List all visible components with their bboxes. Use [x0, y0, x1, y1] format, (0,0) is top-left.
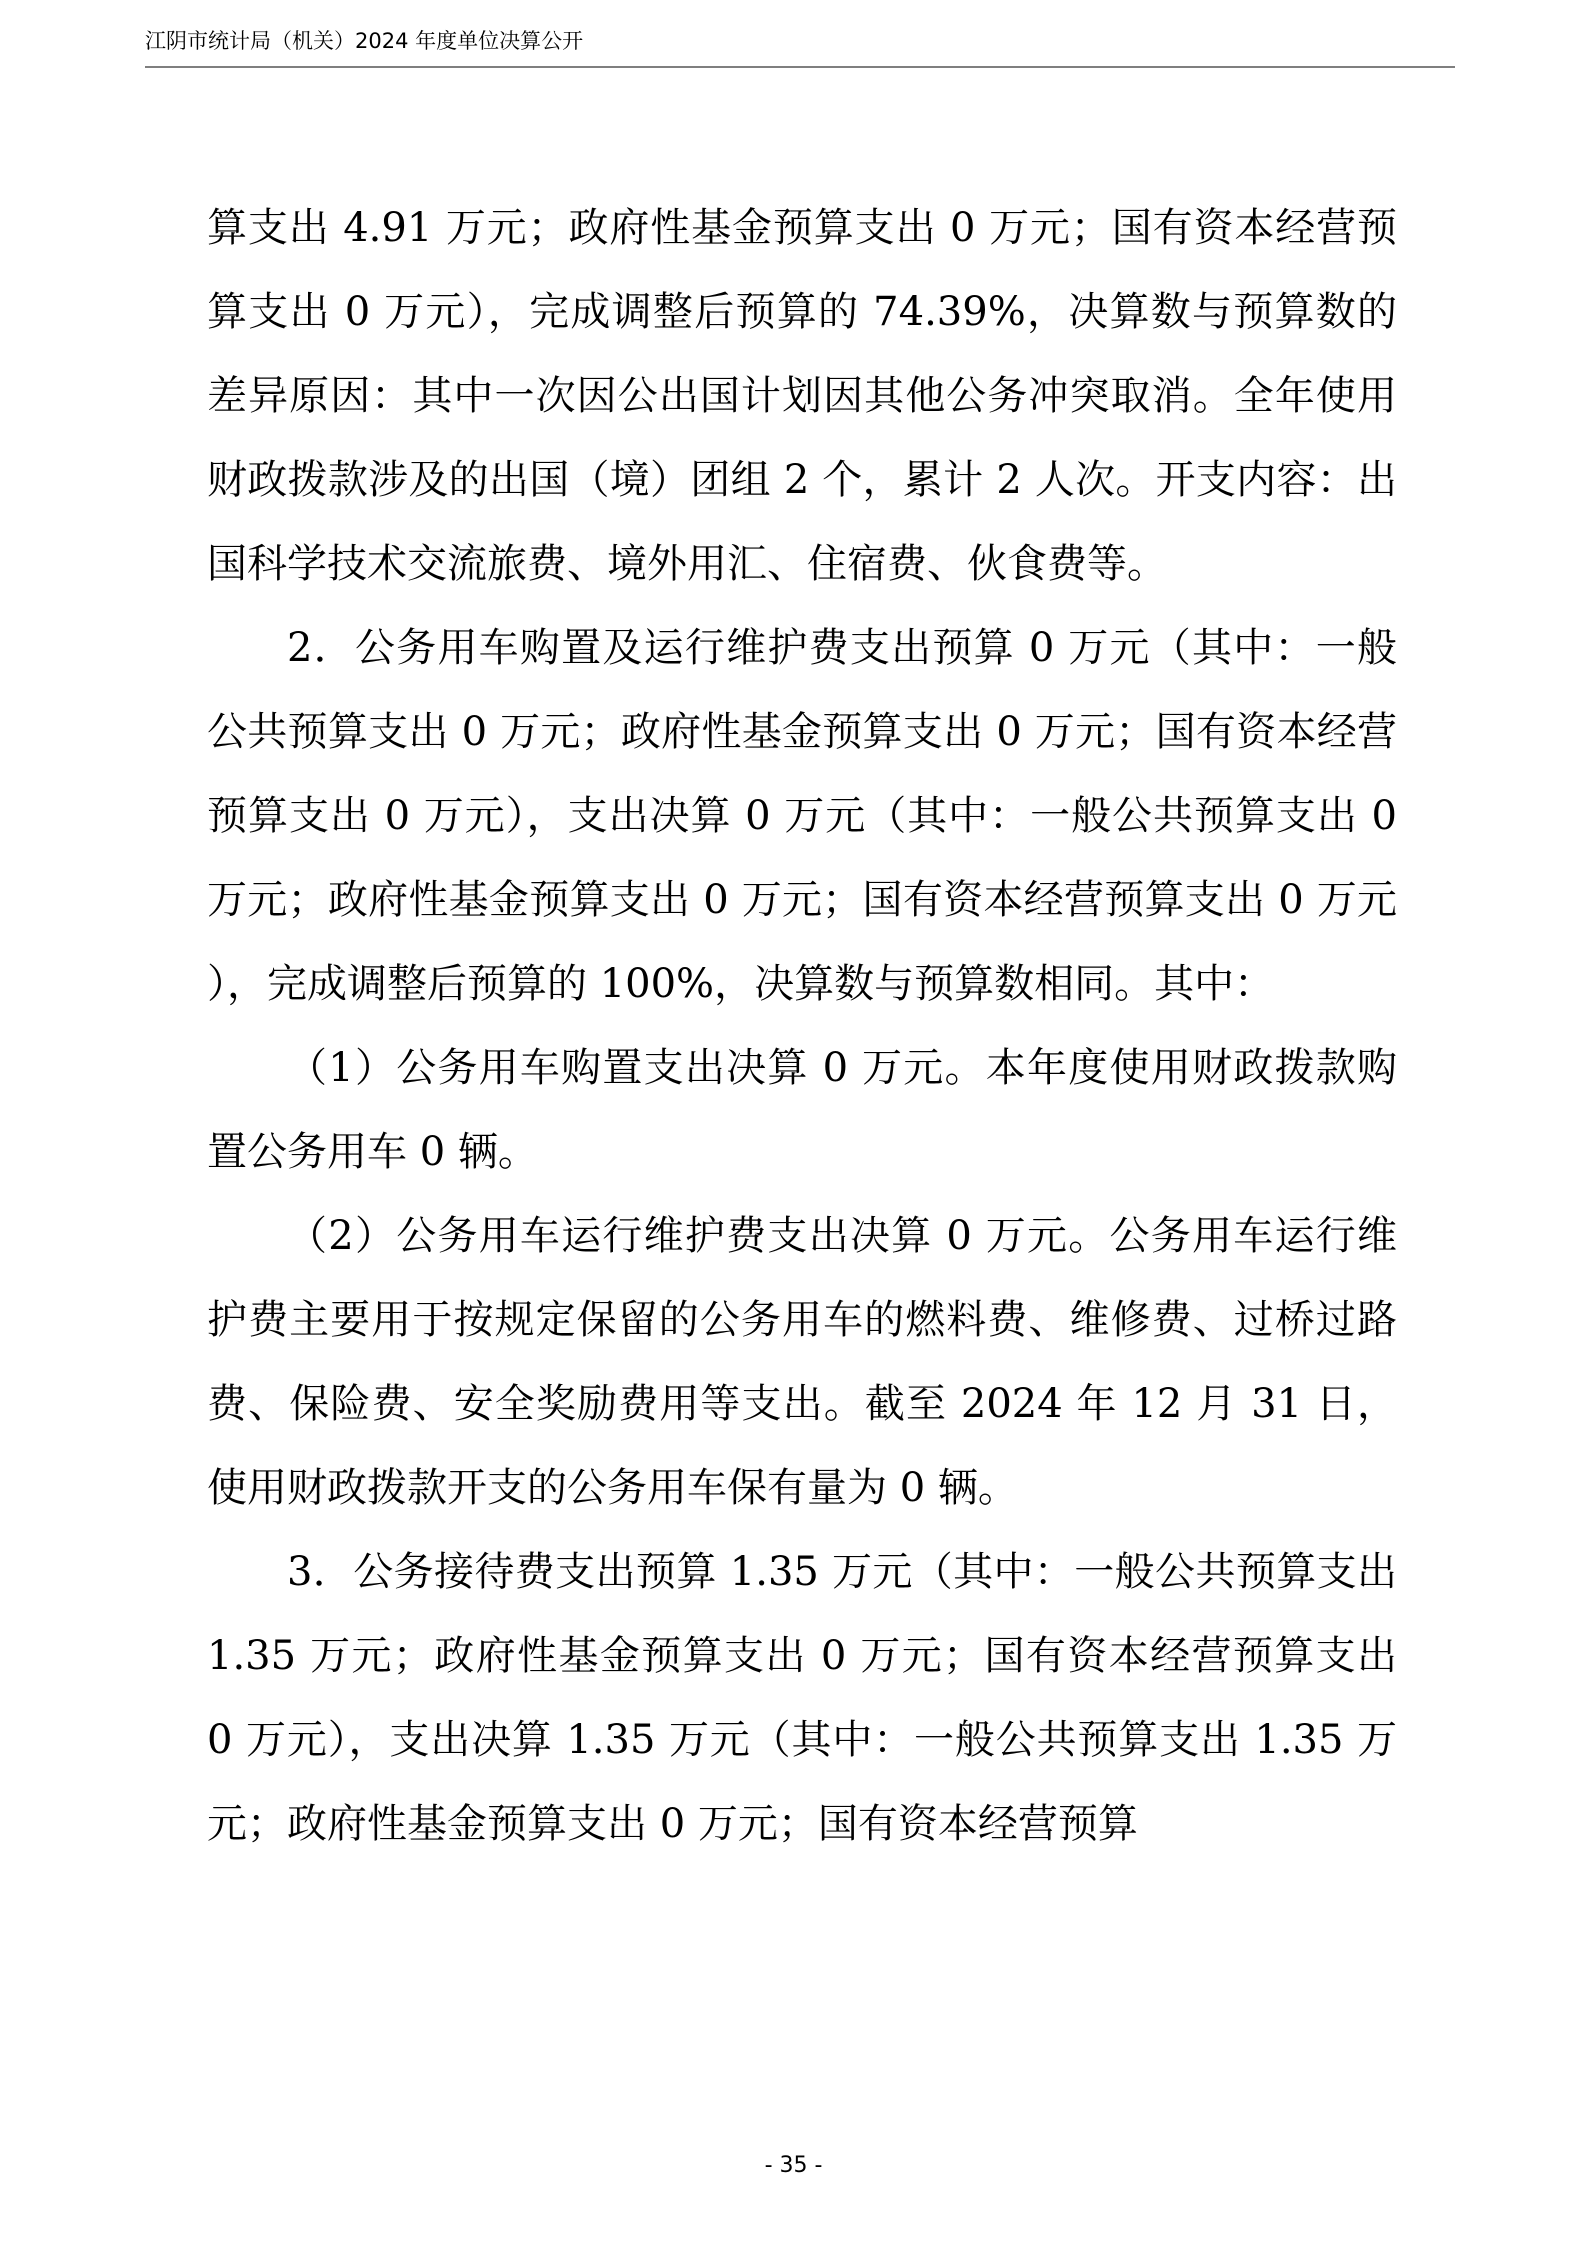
paragraph: 2．公务用车购置及运行维护费支出预算 0 万元（其中：一般公共预算支出 0 万元；政府性基金预算支出 0 万元；国有资本经营预算支出 0 万元），支出决算 0 万元（其中：一般公共预算支出 0 万元；政府性基金预算支出 0 万元；国有资本经营预算支出 0 万元），完成调整后预算的 100%，决算数与预算数相同。其中： [207, 625, 1397, 1007]
paragraph: 3．公务接待费支出预算 1.35 万元（其中：一般公共预算支出 1.35 万元；政府性基金预算支出 0 万元；国有资本经营预算支出 0 万元），支出决算 1.35 万元（其中：一般公共预算支出 1.35 万元；政府性基金预算支出 0 万元；国有资本经营预算 [207, 1549, 1397, 1847]
paragraph: （2）公务用车运行维护费支出决算 0 万元。公务用车运行维护费主要用于按规定保留的公务用车的燃料费、维修费、过桥过路费、保险费、安全奖励费用等支出。截至 2024 年 12 月 31 日，使用财政拨款开支的公务用车保有量为 0 辆。 [207, 1213, 1397, 1511]
page-number: - 35 - [764, 2153, 823, 2178]
document-body [207, 186, 1397, 1866]
paragraph: 算支出 4.91 万元；政府性基金预算支出 0 万元；国有资本经营预算支出 0 万元），完成调整后预算的 74.39%，决算数与预算数的差异原因：其中一次因公出国计划因其他公务冲突取消。全年使用财政拨款涉及的出国（境）团组 2 个，累计 2 人次。开支内容：出国科学技术交流旅费、境外用汇、住宿费、伙食费等。 [207, 205, 1397, 587]
page-header [145, 22, 1455, 68]
paragraph: （1）公务用车购置支出决算 0 万元。本年度使用财政拨款购置公务用车 0 辆。 [207, 1045, 1397, 1175]
document-title: 江阴市统计局（机关）2024 年度单位决算公开 [145, 29, 584, 53]
